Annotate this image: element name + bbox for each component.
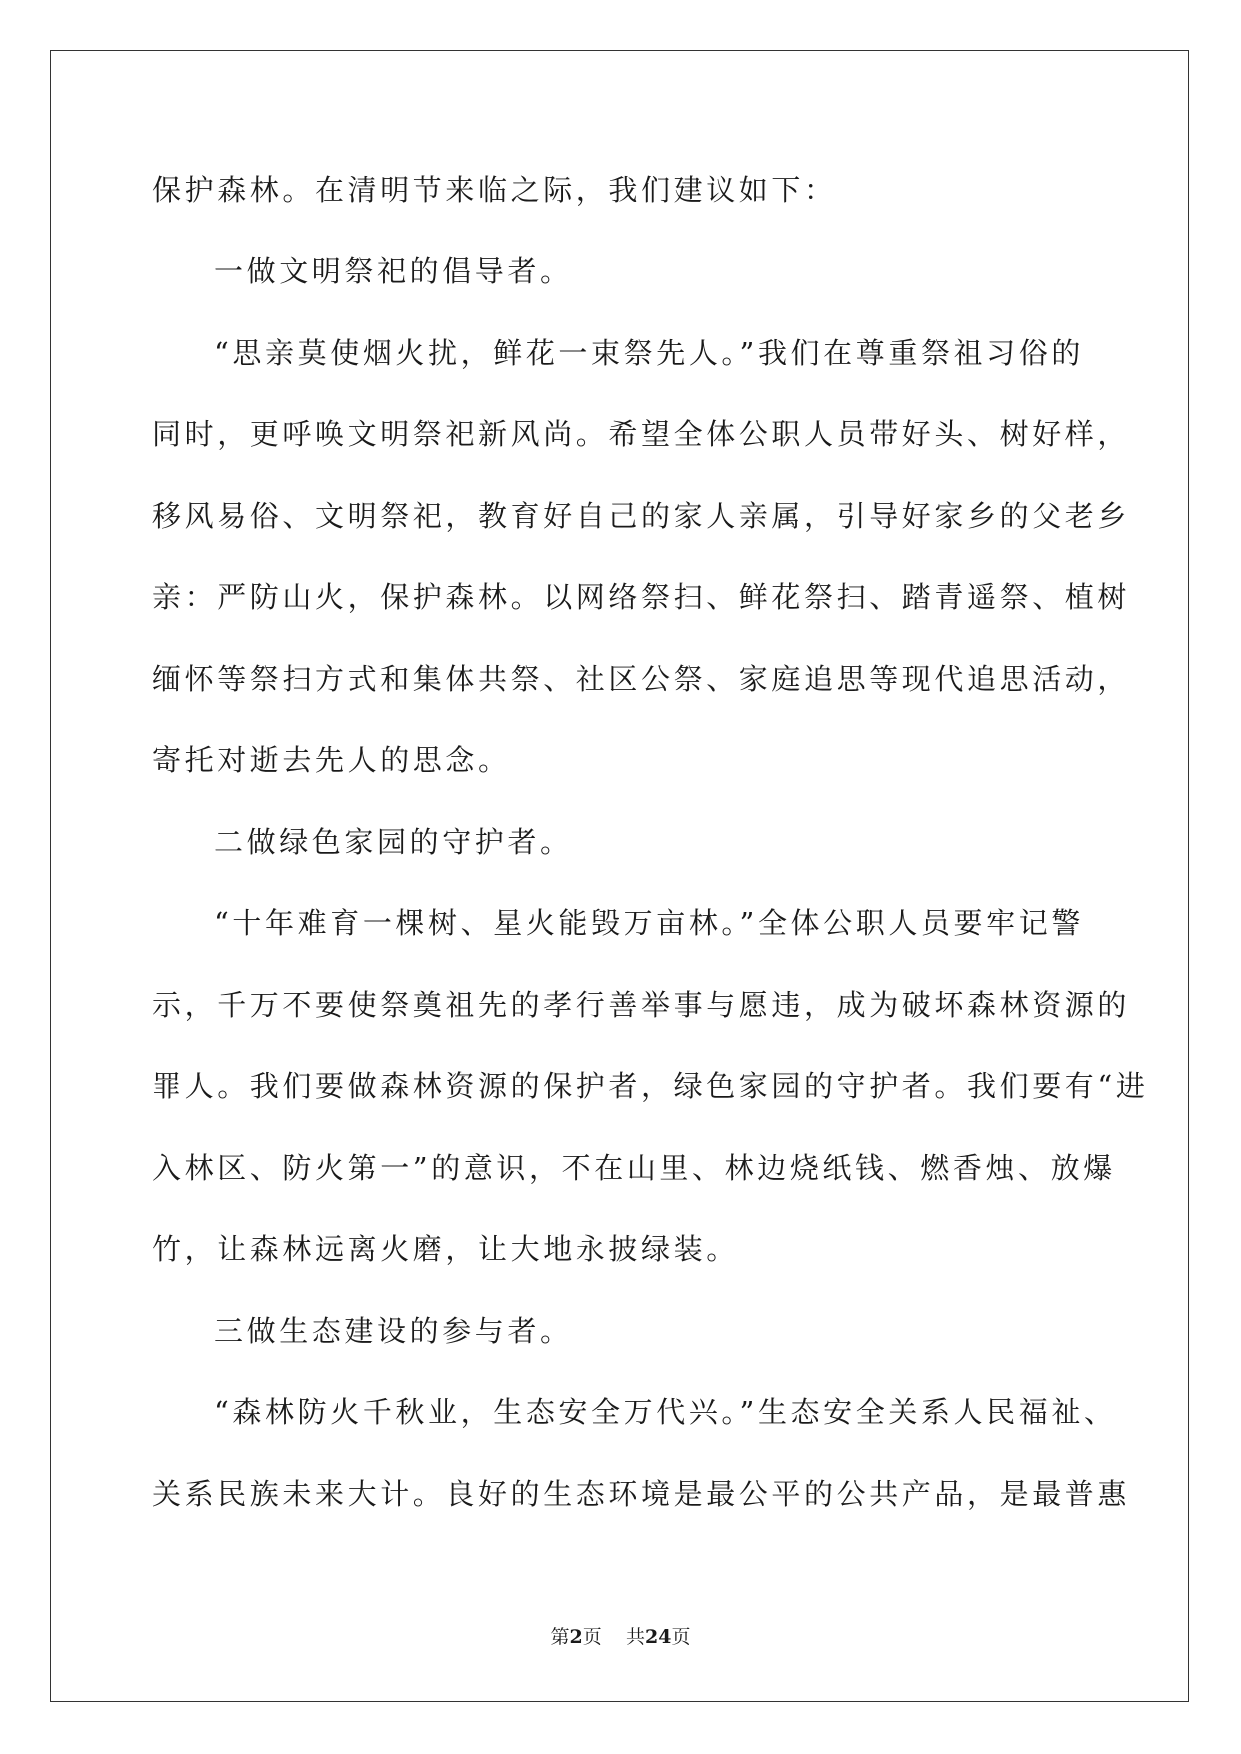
- paragraph-line-1: 保护森林。在清明节来临之际，我们建议如下：: [152, 173, 837, 207]
- paragraph-line-7: 缅怀等祭扫方式和集体共祭、社区公祭、家庭追思等现代追思活动，: [152, 662, 1131, 696]
- page-footer: [0, 1622, 1241, 1649]
- paragraph-line-4: 同时，更呼唤文明祭祀新风尚。希望全体公职人员带好头、树好样，: [152, 417, 1131, 451]
- paragraph-line-13: 入林区、防火第一”的意识，不在山里、林边烧纸钱、燃香烛、放爆: [152, 1151, 1116, 1185]
- total-prefix: 共: [625, 1626, 645, 1648]
- page-prefix: 第: [550, 1626, 570, 1648]
- heading-1: 一做文明祭祀的倡导者。: [214, 254, 573, 288]
- paragraph-line-3: “思亲莫使烟火扰，鲜花一束祭先人。”我们在尊重祭祖习俗的: [214, 336, 1084, 370]
- paragraph-line-12: 罪人。我们要做森林资源的保护者，绿色家园的守护者。我们要有“进: [152, 1069, 1149, 1103]
- page-suffix: 页: [582, 1626, 602, 1648]
- heading-2: 二做绿色家园的守护者。: [214, 825, 573, 859]
- total-pages: 24: [644, 1626, 672, 1648]
- page-frame: [50, 50, 1189, 1702]
- paragraph-line-14: 竹，让森林远离火磨，让大地永披绿装。: [152, 1232, 739, 1266]
- paragraph-line-16: “森林防火千秋业，生态安全万代兴。”生态安全关系人民福祉、: [214, 1395, 1117, 1429]
- paragraph-line-17: 关系民族未来大计。良好的生态环境是最公平的公共产品，是最普惠: [152, 1477, 1131, 1511]
- paragraph-line-11: 示，千万不要使祭奠祖先的孝行善举事与愿违，成为破坏森林资源的: [152, 988, 1131, 1022]
- total-suffix: 页: [671, 1626, 691, 1648]
- paragraph-line-10: “十年难育一棵树、星火能毁万亩林。”全体公职人员要牢记警: [214, 906, 1084, 940]
- paragraph-line-5: 移风易俗、文明祭祀，教育好自己的家人亲属，引导好家乡的父老乡: [152, 499, 1131, 533]
- heading-3: 三做生态建设的参与者。: [214, 1314, 573, 1348]
- paragraph-line-8: 寄托对逝去先人的思念。: [152, 743, 511, 777]
- page-number: 2: [569, 1626, 583, 1648]
- paragraph-line-6: 亲：严防山火，保护森林。以网络祭扫、鲜花祭扫、踏青遥祭、植树: [152, 580, 1131, 614]
